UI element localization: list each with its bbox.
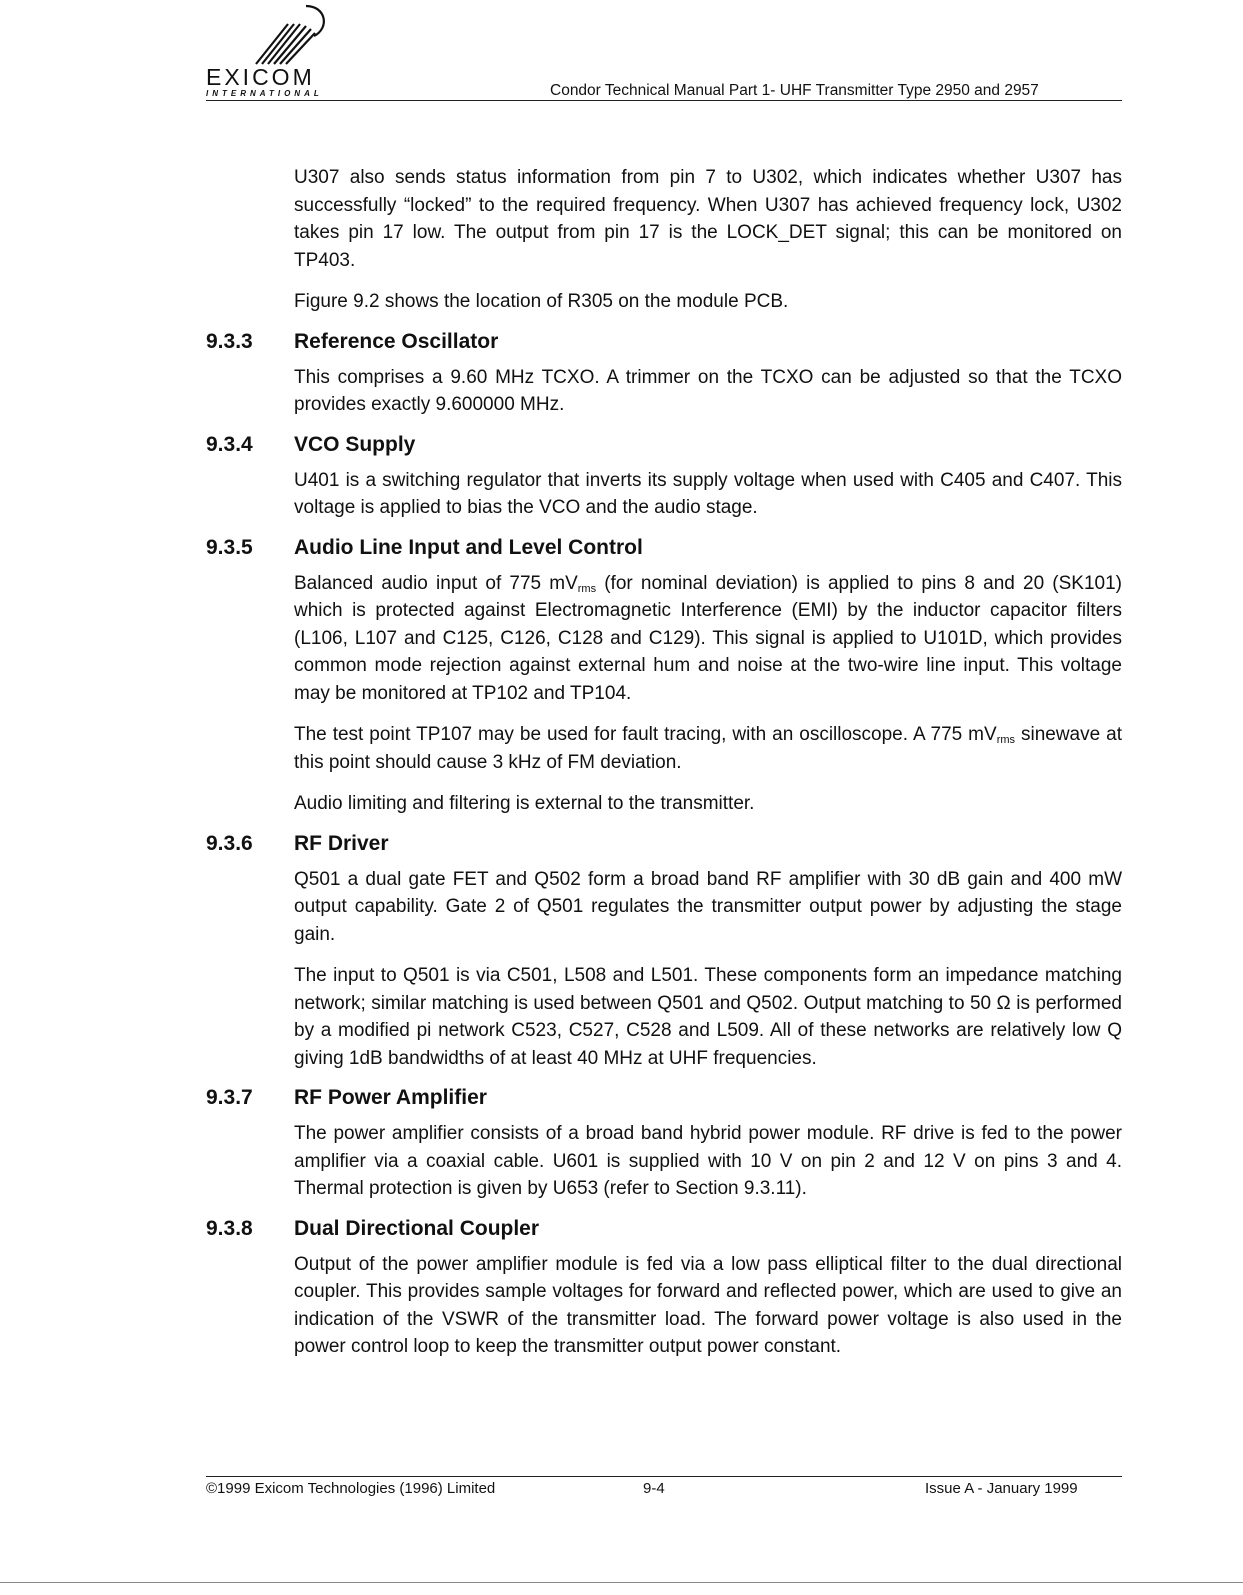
logo-subtitle: INTERNATIONAL: [206, 89, 323, 98]
section-title: Reference Oscillator: [294, 329, 499, 353]
section-heading: [206, 832, 1122, 862]
section-paragraph: [294, 570, 1122, 708]
section-number: 9.3.5: [206, 535, 253, 559]
section-9-3-3: [206, 330, 1122, 419]
paragraph-text: The test point TP107 may be used for fault tracing, with an oscilloscope. A 775 mV: [294, 724, 997, 745]
scan-edge-line: [0, 1582, 1243, 1583]
section-9-3-6: [206, 832, 1122, 1073]
section-heading: [206, 1086, 1122, 1116]
section-title: RF Driver: [294, 831, 389, 855]
section-paragraph: Audio limiting and filtering is external to the transmitter.: [294, 793, 755, 814]
section-title: Audio Line Input and Level Control: [294, 535, 643, 559]
logo-name: EXICOM: [206, 64, 315, 90]
section-heading: [206, 1217, 1122, 1247]
section-9-3-5: [206, 536, 1122, 818]
section-paragraph: This comprises a 9.60 MHz TCXO. A trimmer on the TCXO can be adjusted so that the TCXO provides exactly 9.600000 MHz.: [294, 366, 1122, 415]
document-body: [206, 164, 1122, 1375]
footer-rule: [206, 1476, 1122, 1477]
section-number: 9.3.8: [206, 1216, 253, 1240]
paragraph-text: (for nominal deviation) is applied to pins 8 and 20 (SK101) which is protected against Electromagnetic Interference (EMI) by the inductor capacitor filters (L106, L107 and C125, C126, C128 and C129). This signal is applied to U101D, which provides common mode rejection against external hum and noise at the two-wire line input. This voltage may be monitored at TP102 and TP104.: [294, 572, 1123, 704]
section-number: 9.3.4: [206, 432, 253, 456]
header-rule: [206, 100, 1122, 101]
footer-issue: Issue A - January 1999: [925, 1480, 1078, 1497]
section-number: 9.3.3: [206, 329, 253, 353]
section-number: 9.3.6: [206, 831, 253, 855]
section-paragraph: The power amplifier consists of a broad band hybrid power module. RF drive is fed to the power amplifier via a coaxial cable. U601 is supplied with 10 V on pin 2 and 12 V on pins 3 and 4. Thermal protection is given by U653 (refer to Section 9.3.11).: [294, 1123, 1122, 1199]
section-heading: [206, 536, 1122, 566]
footer-copyright: ©1999 Exicom Technologies (1996) Limited: [206, 1480, 496, 1497]
section-number: 9.3.7: [206, 1086, 253, 1109]
intro-paragraph: U307 also sends status information from pin 7 to U302, which indicates whether U307 has successfully “locked” to the required frequency. When U307 has achieved frequency lock, U302 takes pin 17 low. The output from pin 17 is the LOCK_DET signal; this can be monitored on TP403.: [294, 167, 1122, 271]
paragraph-text: sinewave at this point should cause 3 kHz of FM deviation.: [294, 724, 1122, 773]
rms-subscript: rms: [577, 582, 597, 595]
section-heading: [206, 433, 1122, 463]
section-9-3-8: [206, 1217, 1122, 1361]
section-paragraph: [294, 721, 1122, 776]
section-paragraph: Output of the power amplifier module is fed via a low pass elliptical filter to the dual directional coupler. This provides sample voltages for forward and reflected power, which are used to give an indication of the VSWR of the transmitter load. The forward power voltage is also used in the power control loop to keep the transmitter output power constant.: [294, 1253, 1122, 1357]
paragraph-text: Balanced audio input of 775 mV: [294, 572, 578, 594]
section-paragraph: U401 is a switching regulator that inverts its supply voltage when used with C405 and C407. This voltage is applied to bias the VCO and the audio stage.: [294, 469, 1122, 518]
rms-subscript: rms: [996, 734, 1016, 746]
section-paragraph: Q501 a dual gate FET and Q502 form a broad band RF amplifier with 30 dB gain and 400 mW output capability. Gate 2 of Q501 regulates the transmitter output power by adjusting the stage gain.: [294, 868, 1122, 945]
exicom-logo-mark-icon: [248, 2, 338, 68]
section-9-3-4: [206, 433, 1122, 522]
intro-paragraph: Figure 9.2 shows the location of R305 on the module PCB.: [294, 291, 789, 312]
header-title: Condor Technical Manual Part 1- UHF Transmitter Type 2950 and 2957: [550, 82, 1039, 99]
section-paragraph: The input to Q501 is via C501, L508 and L501. These components form an impedance matching network; similar matching is used between Q501 and Q502. Output matching to 50 Ω is performed by a modified pi network C523, C527, C528 and L509. All of these networks are relatively low Q giving 1dB bandwidths of at least 40 MHz at UHF frequencies.: [294, 965, 1122, 1069]
section-title: VCO Supply: [294, 432, 416, 456]
exicom-logo: [206, 0, 386, 102]
section-heading: [206, 330, 1122, 360]
section-title: Dual Directional Coupler: [294, 1216, 540, 1240]
section-title: RF Power Amplifier: [294, 1086, 487, 1109]
page-number: 9-4: [643, 1480, 665, 1497]
section-9-3-7: [206, 1086, 1122, 1203]
